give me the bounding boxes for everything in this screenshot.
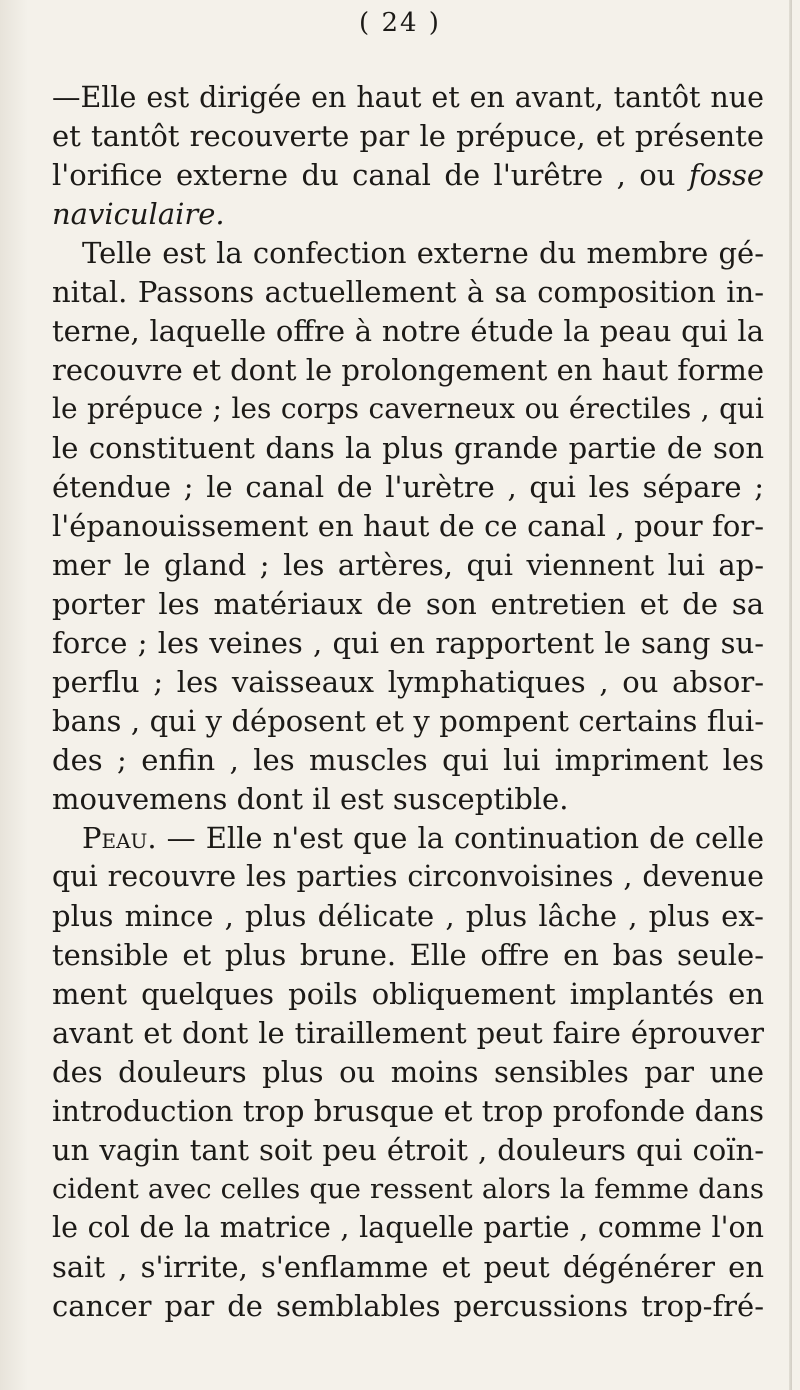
text-line: mer le gland ; les artères, qui viennent lui ap- xyxy=(52,548,764,582)
text-line: l'épanouissement en haut de ce canal , pour for- xyxy=(52,509,764,543)
text-line: ment quelques poils obliquement implantés en xyxy=(52,977,764,1011)
page-number: ( 24 ) xyxy=(359,8,441,38)
text-line: cident avec celles que ressent alors la femme dans xyxy=(52,1173,764,1205)
text-line: le col de la matrice , laquelle partie , comme l'on xyxy=(52,1211,764,1244)
text-line: perflu ; les vaisseaux lymphatiques , ou absor- xyxy=(52,665,764,699)
text-line: naviculaire. xyxy=(52,197,225,231)
text-line: l'orifice externe du canal de l'urêtre , ou fosse xyxy=(52,158,764,192)
text-line: le prépuce ; les corps caverneux ou érectiles , qui xyxy=(52,392,764,425)
text-line: bans , qui y déposent et y pompent certains flui- xyxy=(52,704,764,738)
text-line: un vagin tant soit peu étroit , douleurs qui coïn- xyxy=(52,1133,764,1167)
page-right-edge xyxy=(789,0,792,1390)
text-line: porter les matériaux de son entretien et de sa xyxy=(52,587,764,621)
text-line: tensible et plus brune. Elle offre en bas seule- xyxy=(52,938,764,972)
page-left-shadow xyxy=(0,0,28,1390)
text-line: force ; les veines , qui en rapportent le sang su- xyxy=(52,626,764,660)
text-line: mouvemens dont il est susceptible. xyxy=(52,782,569,816)
section-heading: Peau xyxy=(82,821,148,855)
italic-term: fosse xyxy=(688,158,764,192)
text-line: plus mince , plus délicate , plus lâche , plus ex- xyxy=(52,899,764,933)
text-line: sait , s'irrite, s'enflamme et peut dégénérer en xyxy=(52,1250,764,1284)
text-line: des douleurs plus ou moins sensibles par une xyxy=(52,1055,764,1089)
text-line: recouvre et dont le prolongement en haut forme xyxy=(52,353,764,387)
paragraph-start-line: Telle est la confection externe du membre gé- xyxy=(82,236,764,270)
text-line: —Elle est dirigée en haut et en avant, tantôt nue xyxy=(52,81,764,114)
text-line: avant et dont le tiraillement peut faire éprouver xyxy=(52,1016,764,1050)
text-line: étendue ; le canal de l'urètre , qui les sépare ; xyxy=(52,470,764,504)
text-line: cancer par de semblables percussions trop-fré- xyxy=(52,1289,764,1323)
text-line: le constituent dans la plus grande partie de son xyxy=(52,431,764,465)
text-line: introduction trop brusque et trop profonde dans xyxy=(52,1094,764,1128)
text-line: terne, laquelle offre à notre étude la peau qui la xyxy=(52,314,764,348)
paragraph-start-line: Peau. — Elle n'est que la continuation de celle xyxy=(82,821,764,855)
text-line: et tantôt recouverte par le prépuce, et présente xyxy=(52,119,764,153)
text-line: qui recouvre les parties circonvoisines , devenue xyxy=(52,860,764,893)
text-line: nital. Passons actuellement à sa composition in- xyxy=(52,275,764,309)
text-line: des ; enfin , les muscles qui lui impriment les xyxy=(52,743,764,777)
